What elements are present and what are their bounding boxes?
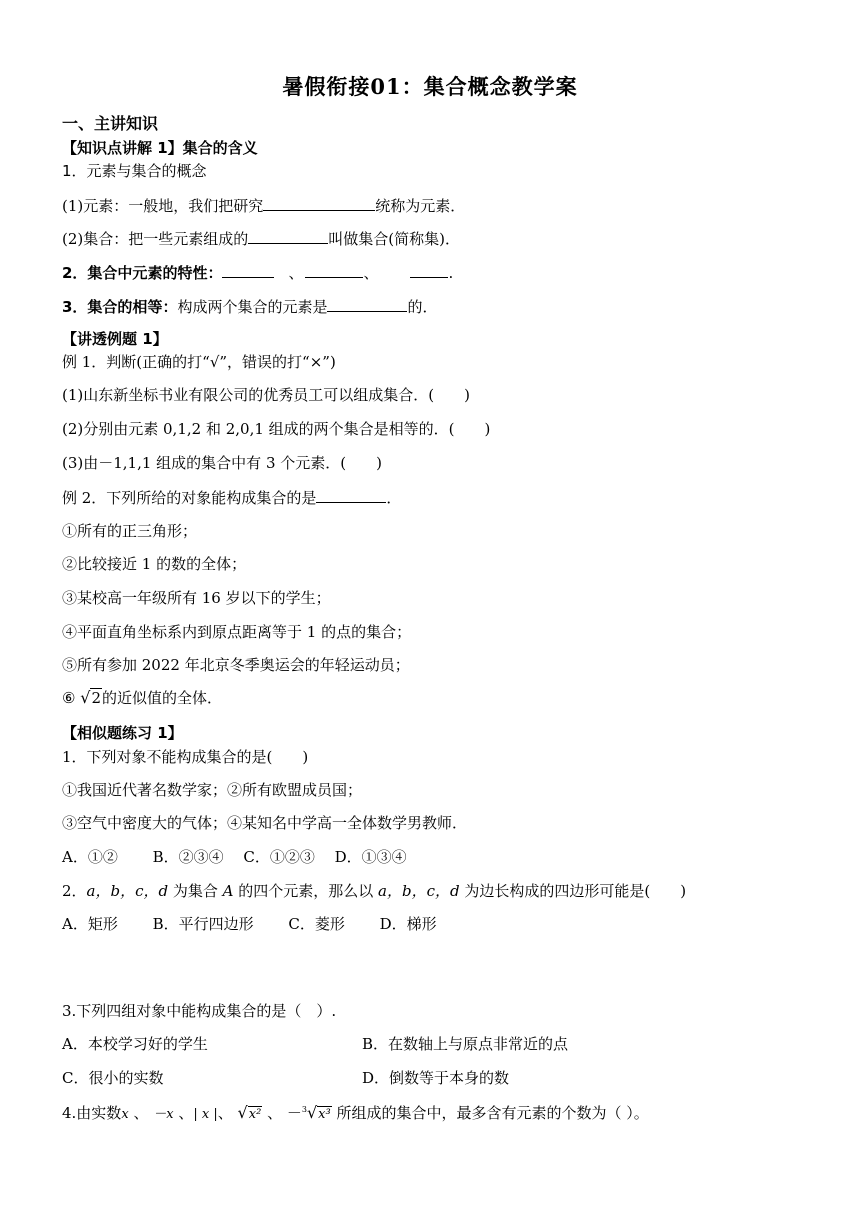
section-heading: 一、主讲知识 xyxy=(62,114,159,133)
variables: a，b，c，d xyxy=(378,882,460,900)
fill-blank[interactable] xyxy=(248,228,328,244)
fill-blank[interactable] xyxy=(305,262,363,278)
equality-label: 3．集合的相等： xyxy=(62,298,178,316)
example2-item: ②比较接近 1 的数的全体； xyxy=(62,555,247,573)
example-heading: 【讲透例题 1】 xyxy=(62,330,168,348)
page-title: 暑假衔接01：集合概念教学案 xyxy=(282,74,578,99)
practice3-option-a: A．本校学习好的学生 xyxy=(62,1035,208,1053)
minus-sign: － xyxy=(286,1104,302,1122)
properties-label: 2．集合中元素的特性： xyxy=(62,264,223,282)
practice3-question: 3.下列四组对象中能构成集合的是（ ）. xyxy=(62,1002,337,1020)
question-text: 为边长构成的四边形可能是( ) xyxy=(459,882,687,900)
example2-intro-text: 例 2．下列所给的对象能构成集合的是 xyxy=(62,489,317,507)
math-sqrt-x2 xyxy=(238,1103,263,1125)
question-text: 的四个元素，那么以 xyxy=(233,882,379,900)
practice1-question: 1．下列对象不能构成集合的是( ) xyxy=(62,748,309,766)
radical-sign: √ xyxy=(306,1103,318,1122)
separator: 、 xyxy=(363,264,379,282)
math-abs-x: | x | xyxy=(193,1107,218,1122)
set-variable: A xyxy=(222,882,234,900)
separator: 、 xyxy=(288,264,304,282)
example2-intro xyxy=(62,487,401,508)
radical-sign: √ xyxy=(80,688,91,707)
question-text: 为集合 xyxy=(168,882,223,900)
item-marker: ⑥ xyxy=(62,689,76,707)
equality-text-b: 的． xyxy=(407,298,438,316)
definition-element-text-b: 统称为元素． xyxy=(375,197,466,215)
separator: 、 xyxy=(133,1104,149,1122)
definition-element-text-a: (1)元素：一般地，我们把研究 xyxy=(62,197,264,215)
radicand: 2 xyxy=(91,689,101,707)
properties-line xyxy=(62,262,453,283)
practice3-option-b: B．在数轴上与原点非常近的点 xyxy=(362,1035,569,1053)
practice1-line: ①我国近代著名数学家；②所有欧盟成员国； xyxy=(62,781,363,799)
practice2-question xyxy=(62,881,686,901)
radicand: x² xyxy=(248,1107,262,1122)
period: . xyxy=(448,264,454,282)
equality-line xyxy=(62,296,437,317)
knowledge-point-heading: 【知识点讲解 1】集合的含义 xyxy=(62,139,258,157)
radical-sign: √ xyxy=(237,1103,248,1122)
practice4-question xyxy=(62,1100,649,1125)
practice3-option-d: D．倒数等于本身的数 xyxy=(362,1069,510,1087)
practice1-line: ③空气中密度大的气体；④某知名中学高一全体数学男教师． xyxy=(62,814,468,832)
example1-question-2: (2)分别由元素 0,1,2 和 2,0,1 组成的两个集合是相等的．( ) xyxy=(62,420,491,438)
example2-item: ①所有的正三角形； xyxy=(62,522,198,540)
item-text: 的近似值的全体． xyxy=(101,689,222,707)
example2-item xyxy=(62,688,222,708)
example2-item: ⑤所有参加 2022 年北京冬季奥运会的年轻运动员； xyxy=(62,656,410,674)
question-text: 4.由实数 xyxy=(62,1104,122,1122)
example2-item: ③某校高一年级所有 16 岁以下的学生； xyxy=(62,589,331,607)
practice1-options: A．①② B．②③④ C．①②③ D．①③④ xyxy=(62,848,407,866)
fill-blank[interactable] xyxy=(327,296,407,312)
definition-set-text-a: (2)集合：把一些元素组成的 xyxy=(62,230,249,248)
root-index: 3 xyxy=(301,1105,307,1114)
separator: 、 xyxy=(217,1104,233,1122)
example2-item: ④平面直角坐标系内到原点距离等于 1 的点的集合； xyxy=(62,623,412,641)
example1-question-1: (1)山东新坐标书业有限公司的优秀员工可以组成集合．( ) xyxy=(62,386,470,404)
practice3-option-c: C．很小的实数 xyxy=(62,1069,164,1087)
example1-intro: 例 1．判断(正确的打“√”，错误的打“×”) xyxy=(62,353,336,371)
period: ． xyxy=(386,489,402,507)
example1-question-3: (3)由－1,1,1 组成的集合中有 3 个元素．( ) xyxy=(62,454,382,472)
fill-blank[interactable] xyxy=(222,262,274,278)
math-neg-x: －x xyxy=(153,1107,174,1122)
square-root-2 xyxy=(80,688,102,708)
fill-blank[interactable] xyxy=(316,487,386,503)
separator: 、 xyxy=(178,1104,194,1122)
radicand: x³ xyxy=(318,1107,331,1122)
question-text: 所组成的集合中，最多含有元素的个数为（ ）。 xyxy=(336,1104,649,1122)
definition-element xyxy=(62,195,465,216)
fill-blank[interactable] xyxy=(410,262,448,278)
definition-set-text-b: 叫做集合(简称集)． xyxy=(328,230,460,248)
math-x: x xyxy=(121,1107,129,1122)
definition-set xyxy=(62,228,460,249)
practice2-options: A．矩形 B．平行四边形 C．菱形 D．梯形 xyxy=(62,915,437,933)
equality-text-a: 构成两个集合的元素是 xyxy=(177,298,328,316)
math-cbrt-x3 xyxy=(302,1100,332,1125)
practice-heading: 【相似题练习 1】 xyxy=(62,724,183,742)
fill-blank[interactable] xyxy=(263,195,375,211)
separator: 、 xyxy=(267,1104,283,1122)
subheading-element-set: 1．元素与集合的概念 xyxy=(62,162,207,180)
question-number: 2． xyxy=(62,882,87,900)
variables: a，b，c，d xyxy=(86,882,169,900)
